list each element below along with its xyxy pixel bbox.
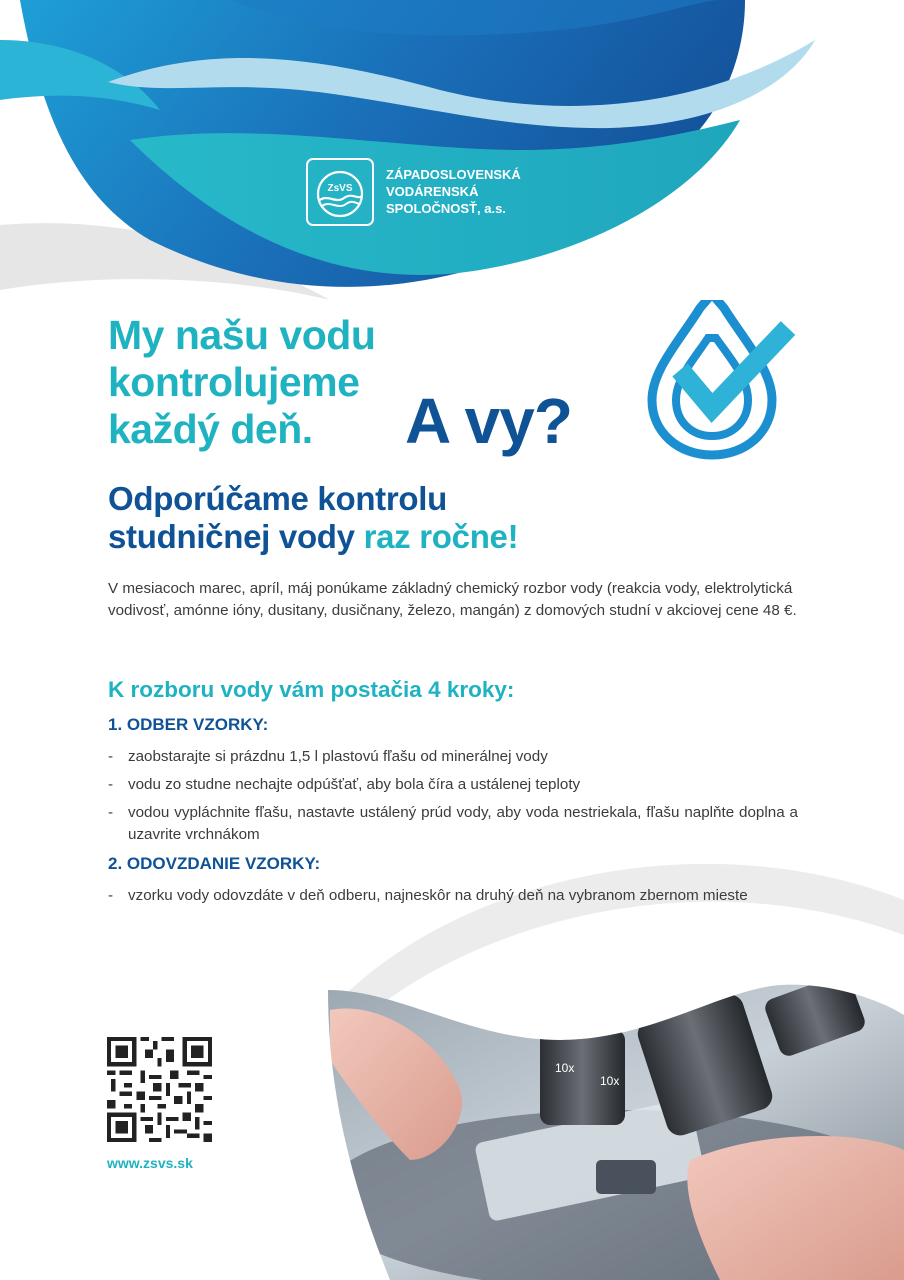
headline-line: každý deň. <box>108 406 313 452</box>
list-item: - vodou vypláchnite fľašu, nastavte ustálený prúd vody, aby voda nestriekala, fľašu naplňte doplna a uzavrite vrchnákom <box>108 802 798 846</box>
section-title-delivery: 2. ODOVZDANIE VZORKY: <box>108 854 321 873</box>
list-item: - zaobstarajte si prázdnu 1,5 l plastovú fľašu od minerálnej vody <box>108 746 798 768</box>
company-name-line: SPOLOČNOSŤ, a.s. <box>386 201 506 216</box>
list-item: - vzorku vody odovzdáte v deň odberu, najneskôr na druhý deň na vybranom zbernom mieste <box>108 885 798 907</box>
subheadline-highlight: raz ročne! <box>363 518 519 555</box>
headline-line: My našu vodu <box>108 312 376 358</box>
subheadline-text: studničnej vody <box>108 518 364 555</box>
company-name-line: VODÁRENSKÁ <box>386 184 479 199</box>
headline-line: kontrolujeme <box>108 359 360 405</box>
headline-question: A vy? <box>405 385 572 457</box>
website-link[interactable]: www.zsvs.sk <box>107 1155 193 1171</box>
logo-abbrev: ZsVS <box>327 183 353 194</box>
lens-label: 10x <box>600 1074 620 1088</box>
intro-paragraph: V mesiacoch marec, apríl, máj ponúkame základný chemický rozbor vody (reakcia vody, elektrolytická vodivosť, amónne ióny, dusitany, dusičnany, železo, mangán) z domových studní v akciovej cene 48 €. <box>108 580 797 619</box>
company-name-line: ZÁPADOSLOVENSKÁ <box>386 167 521 182</box>
subheadline-line: Odporúčame kontrolu <box>108 480 447 517</box>
qr-code[interactable] <box>107 1037 212 1142</box>
section-title-sampling: 1. ODBER VZORKY: <box>108 715 269 734</box>
lens-label: 10x <box>555 1061 575 1075</box>
list-item: - vodu zo studne nechajte odpúšťať, aby bola číra a ustálenej teploty <box>108 774 798 796</box>
steps-heading: K rozboru vody vám postačia 4 kroky: <box>108 677 515 702</box>
